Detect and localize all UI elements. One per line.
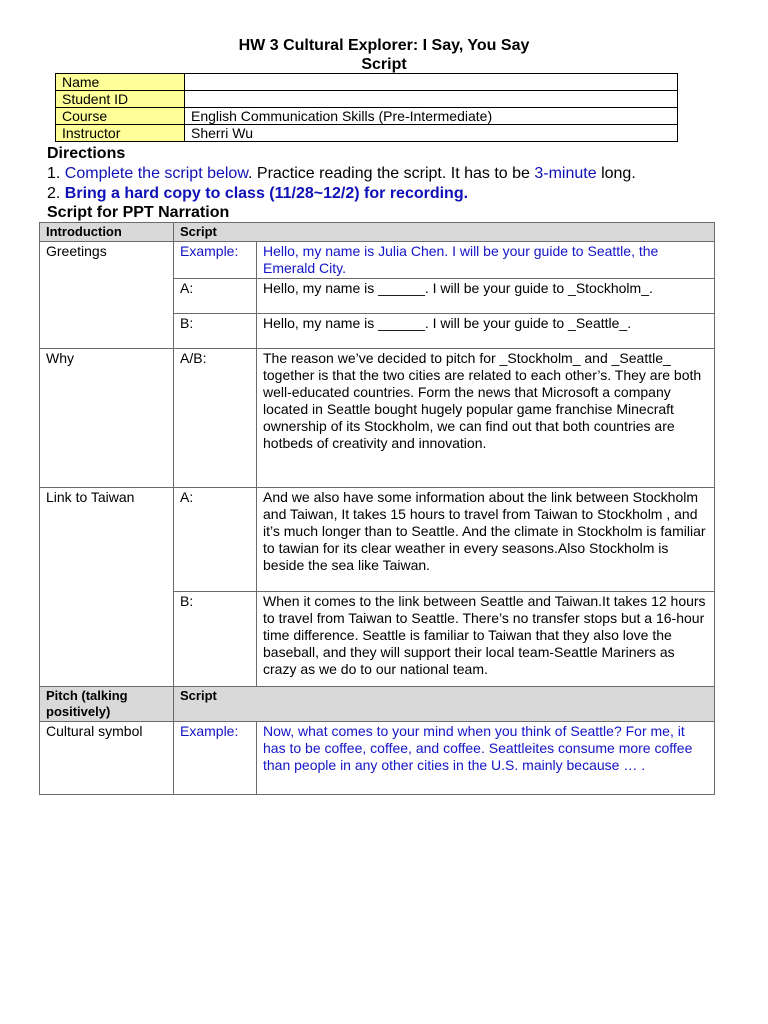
info-row-student-id — [56, 91, 678, 108]
greetings-b-text: Hello, my name is ______. I will be your guide to _Seattle_. — [257, 314, 715, 349]
direction-2-text: Bring a hard copy to class (11/28~12/2) for recording. — [64, 185, 469, 202]
direction-1-text-end: long. — [596, 165, 636, 182]
direction-1-number: 1. — [47, 165, 61, 182]
info-row-course — [56, 108, 678, 125]
greetings-example-text: Hello, my name is Julia Chen. I will be your guide to Seattle, the Emerald City. — [257, 242, 715, 279]
instructor-value: Sherri Wu — [185, 125, 678, 142]
student-info-table — [55, 73, 678, 142]
student-id-value — [185, 91, 678, 108]
greetings-example-row — [40, 242, 715, 279]
intro-header-label: Introduction — [40, 223, 174, 242]
name-value — [185, 74, 678, 91]
why-row — [40, 349, 715, 488]
info-row-instructor — [56, 125, 678, 142]
pitch-header-row — [40, 687, 715, 722]
link-a-tag: A: — [174, 488, 257, 592]
cultural-label: Cultural symbol — [40, 722, 174, 795]
script-heading: Script for PPT Narration — [47, 204, 230, 221]
greetings-a-text: Hello, my name is ______. I will be your guide to _Stockholm_. — [257, 279, 715, 314]
greetings-b-tag: B: — [174, 314, 257, 349]
why-label: Why — [40, 349, 174, 488]
intro-header-row — [40, 223, 715, 242]
greetings-a-tag: A: — [174, 279, 257, 314]
link-a-row — [40, 488, 715, 592]
link-b-text: When it comes to the link between Seattle and Taiwan.It takes 12 hours to travel from Taiwan to Seattle. There’s no transfer stops but a 16-hour time difference. Seattle is familiar to Taiwan that they also love the baseball, and they will support their local team-Seattle Mariners as crazy as we do to our national team. — [257, 592, 715, 687]
script-table — [39, 222, 715, 795]
direction-1-text: . Practice reading the script. It has to be — [248, 165, 535, 182]
why-tag: A/B: — [174, 349, 257, 488]
intro-header-script: Script — [174, 223, 715, 242]
link-b-tag: B: — [174, 592, 257, 687]
direction-1-highlight: Complete the script below — [64, 165, 248, 182]
greetings-label: Greetings — [40, 242, 174, 349]
directions-heading: Directions — [47, 145, 126, 162]
student-id-label: Student ID — [56, 91, 185, 108]
direction-item-2 — [47, 184, 468, 204]
course-value: English Communication Skills (Pre-Intermediate) — [185, 108, 678, 125]
direction-2-number: 2. — [47, 185, 61, 202]
greetings-example-tag: Example: — [174, 242, 257, 279]
instructor-label: Instructor — [56, 125, 185, 142]
link-label: Link to Taiwan — [40, 488, 174, 687]
name-label: Name — [56, 74, 185, 91]
document-title: HW 3 Cultural Explorer: I Say, You Say — [238, 37, 530, 54]
course-label: Course — [56, 108, 185, 125]
info-row-name — [56, 74, 678, 91]
cultural-example-tag: Example: — [174, 722, 257, 795]
cultural-example-text: Now, what comes to your mind when you think of Seattle? For me, it has to be coffee, coffee, and coffee. Seattleites consume more coffee than people in any other cities in the U.S. mainly because … . — [257, 722, 715, 795]
document-subtitle: Script — [361, 56, 407, 73]
why-text: The reason we’ve decided to pitch for _Stockholm_ and _Seattle_ together is that the two cities are related to each other’s. They are both well-educated countries. Form the news that Microsoft a company located in Seattle bought hugely popular game franchise Minecraft ownership of its Stockholm, we can find out that both countries are hotbeds of creativity and innovation. — [257, 349, 715, 488]
pitch-header-label: Pitch (talking positively) — [40, 687, 174, 722]
link-a-text: And we also have some information about the link between Stockholm and Taiwan, It takes 15 hours to travel from Taiwan to Stockholm , and it’s much longer than to Seattle. And the climate in Stockholm is familiar to tawian for its clear weather in every seasons.Also Stockholm is beside the sea like Taiwan. — [257, 488, 715, 592]
direction-1-duration: 3-minute — [534, 165, 597, 182]
cultural-example-row — [40, 722, 715, 795]
direction-item-1 — [47, 164, 636, 184]
pitch-header-script: Script — [174, 687, 715, 722]
